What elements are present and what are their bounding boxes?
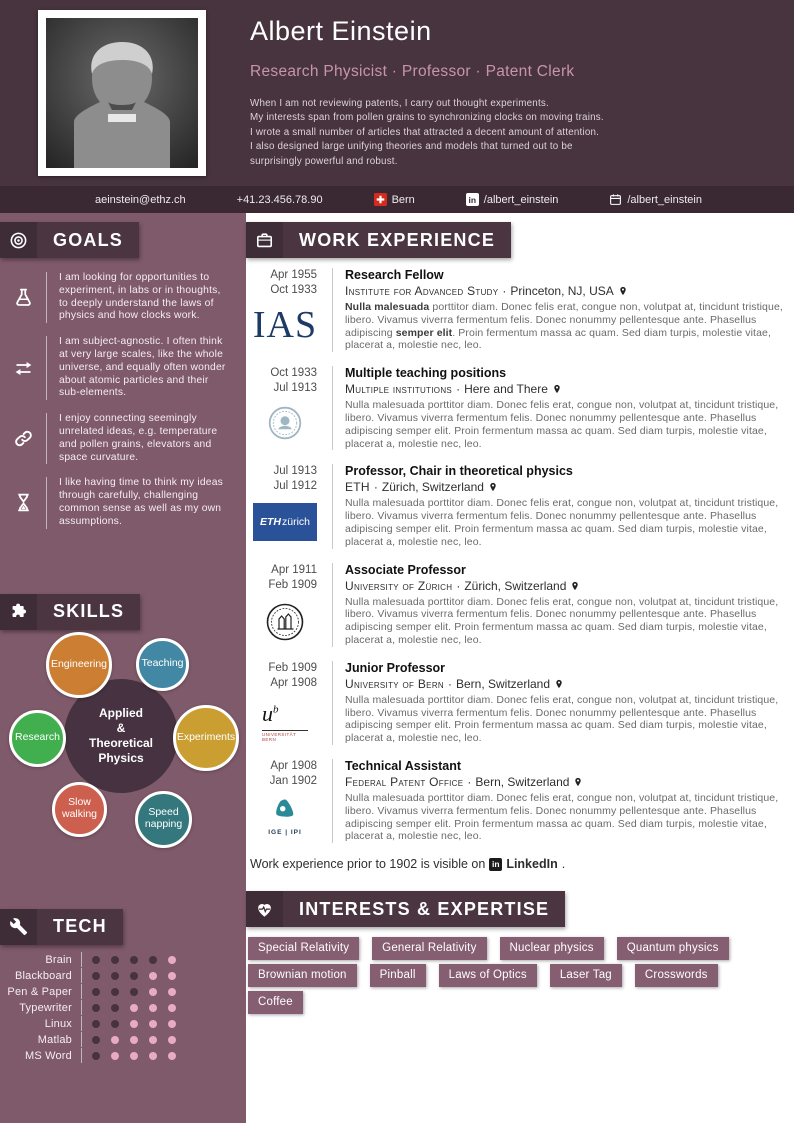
goal-text: I am subject-agnostic. I often think at very large scales, like the whole universe, and equally often wonder about atomic particles and their sub-elements. — [46, 336, 232, 400]
work-entry — [248, 759, 784, 843]
interest-tag: Laser Tag — [550, 964, 622, 987]
skill-center-label: Applied & Theoretical Physics — [88, 705, 154, 765]
summary-line: When I am not reviewing patents, I carry out thought experiments. — [250, 98, 549, 109]
entry-content — [332, 464, 784, 548]
rating-dot-filled — [92, 956, 100, 964]
location-value: Bern — [391, 193, 415, 206]
rating-dot-empty — [168, 1036, 176, 1044]
institution-line: ETH · Zürich, Switzerland — [345, 479, 784, 495]
job-title: Multiple teaching positions — [345, 366, 507, 381]
rating-dot-empty — [168, 956, 176, 964]
logo-university-seal — [248, 405, 332, 441]
interest-tag: Laws of Optics — [439, 964, 537, 987]
sidebar — [0, 213, 246, 1123]
linkedin-icon: in — [489, 858, 502, 871]
date-end: Oct 1933 — [270, 367, 317, 380]
header-text — [250, 16, 770, 169]
location-pin-icon — [554, 678, 564, 690]
goals-title: GOALS — [37, 222, 139, 258]
tech-name: Linux — [44, 1017, 72, 1030]
interest-tag: Special Relativity — [248, 937, 359, 960]
rating-dot-empty — [168, 988, 176, 996]
summary-line: My interests span from pollen grains to synchronizing clocks on moving trains. — [250, 112, 604, 124]
entry-dates — [248, 661, 332, 691]
institution-line: University of Zürich · Zürich, Switzerland — [345, 578, 784, 594]
date-start: Apr 1908 — [270, 676, 317, 689]
tech-name: Brain — [45, 953, 72, 966]
entry-side — [248, 563, 332, 647]
entry-content — [332, 563, 784, 647]
email-value: aeinstein@ethz.ch — [95, 193, 186, 206]
profile-photo — [46, 18, 198, 168]
work-entry — [248, 366, 784, 450]
rating-dot-empty — [168, 1004, 176, 1012]
ige-swirl-icon — [272, 798, 298, 822]
goal-text: I am looking for opportunities to experiment, in labs or in thoughts, to deeply understand the laws of physics and how clocks work. — [46, 272, 232, 323]
rating-dot-empty — [149, 1052, 157, 1060]
goal-item — [0, 336, 232, 400]
goal-item — [0, 272, 232, 323]
tech-rating — [92, 956, 176, 964]
date-start: Jul 1912 — [273, 480, 317, 493]
linkedin-link[interactable]: LinkedIn — [506, 857, 558, 872]
institution-line: University of Bern · Bern, Switzerland — [345, 676, 784, 692]
rating-dot-filled — [111, 1004, 119, 1012]
rating-dot-empty — [130, 1036, 138, 1044]
tech-section-header — [0, 909, 123, 945]
tech-rating — [92, 988, 176, 996]
person-name: Albert Einstein — [250, 16, 432, 46]
rating-dot-empty — [111, 1036, 119, 1044]
contact-calendar[interactable] — [609, 193, 702, 206]
location-pin-icon — [488, 481, 498, 493]
tagline: Research Physicist · Professor · Patent Clerk — [250, 63, 575, 80]
rating-dot-empty — [168, 1020, 176, 1028]
job-title: Research Fellow — [345, 268, 444, 282]
heart-pulse-icon — [246, 891, 283, 927]
interest-tags — [248, 937, 784, 1014]
summary-line: I also designed large unifying theories and models that turned out to be — [250, 141, 573, 153]
date-start: Jan 1902 — [269, 774, 317, 787]
rating-dot-filled — [130, 972, 138, 980]
summary — [250, 97, 770, 169]
entry-content — [332, 759, 784, 843]
job-description: Nulla malesuada porttitor diam. Donec felis erat, congue non, volutpat at, tincidunt tristique, libero. Vivamus viverra fermentum felis. Donec nonummy pellentesque ante. Phasellus adipiscing semper elit. Proin fermentum massa ac quam. Sed diam turpis, molestie vitae, placerat a, molestie nec, leo. — [345, 693, 779, 745]
institution-line: Federal Patent Office · Bern, Switzerland — [345, 774, 784, 790]
entry-side — [248, 661, 332, 745]
job-title: Associate Professor — [345, 562, 466, 577]
rating-dot-filled — [111, 1020, 119, 1028]
work-title: WORK EXPERIENCE — [283, 222, 511, 258]
tech-name: Matlab — [37, 1033, 72, 1046]
tech-rating — [92, 1036, 176, 1044]
institution-line: Multiple institutions · Here and There — [345, 381, 784, 397]
hourglass-icon — [0, 477, 46, 528]
rating-dot-filled — [92, 1052, 100, 1060]
phone-value: +41.23.456.78.90 — [236, 193, 323, 206]
entry-side — [248, 464, 332, 548]
rating-dot-empty — [130, 1020, 138, 1028]
interest-tag: Coffee — [248, 991, 303, 1014]
goal-item — [0, 477, 232, 528]
rating-dot-empty — [168, 1052, 176, 1060]
skills-title: SKILLS — [37, 594, 140, 630]
wrench-icon — [0, 909, 37, 945]
work-entry — [248, 661, 784, 745]
entry-dates — [248, 464, 332, 494]
tech-rating — [92, 1004, 176, 1012]
tech-list — [0, 952, 246, 1064]
divider — [81, 1000, 82, 1015]
interest-tag: Brownian motion — [248, 964, 357, 987]
location-pin-icon — [618, 285, 628, 297]
job-description: Nulla malesuada porttitor diam. Donec felis erat, congue non, volutpat at, tincidunt tristique, libero. Vivamus viverra fermentum felis. Donec nonummy pellentesque ante. Phasellus adipiscing semper elit. Proin fermentum massa ac quam. Sed diam turpis, molestie vitae, placerat a, molestie nec, leo. — [345, 595, 779, 646]
job-title: Junior Professor — [345, 660, 446, 675]
contact-phone[interactable] — [237, 194, 323, 206]
job-description: Nulla malesuada porttitor diam. Donec felis erat, congue non, volutpat at, tincidunt tristique, libero. Vivamus viverra fermentum felis. Donec nonummy pellentesque ante. Phasellus adipiscing semper elit. Proin fermentum massa ac quam. Sed diam turpis, molestie vitae, placerat a, molestie nec, leo. — [345, 497, 779, 548]
skill-bubble: Speed napping — [135, 791, 192, 848]
date-end: Apr 1908 — [270, 759, 317, 772]
profile-photo-frame — [38, 10, 206, 176]
entry-side — [248, 268, 332, 352]
work-section-header — [246, 222, 511, 258]
date-end: Feb 1909 — [268, 661, 317, 674]
location-pin-icon — [573, 776, 583, 788]
summary-line: I wrote a small number of articles that attracted a decent amount of attention. — [250, 126, 600, 138]
tech-row — [0, 1016, 246, 1032]
rating-dot-empty — [130, 1052, 138, 1060]
logo-ias: IAS — [252, 304, 318, 346]
rating-dot-empty — [111, 1052, 119, 1060]
tech-row — [0, 1048, 246, 1064]
rating-dot-filled — [111, 956, 119, 964]
entry-dates — [248, 563, 332, 593]
skill-bubble: Engineering — [46, 632, 112, 698]
skill-bubble: Experiments — [173, 705, 239, 771]
tech-row — [0, 952, 246, 968]
rating-dot-empty — [149, 988, 157, 996]
contact-linkedin[interactable] — [466, 193, 559, 206]
location-pin-icon — [570, 580, 580, 592]
entry-dates — [248, 268, 332, 298]
divider — [81, 984, 82, 999]
interest-tag: Crosswords — [635, 964, 718, 987]
goal-text: I enjoy connecting seemingly unrelated ideas, e.g. temperature and pollen grains, elevators and space curvature. — [46, 413, 232, 464]
tech-rating — [92, 972, 176, 980]
rating-dot-empty — [149, 972, 157, 980]
logo-unibe: $u^b$ UNIVERSITÄT BERN — [248, 700, 332, 742]
location-pin-icon — [552, 383, 562, 395]
uzh-seal-icon — [265, 602, 305, 642]
contact-email[interactable] — [95, 194, 186, 206]
interest-tag: Pinball — [370, 964, 426, 987]
rating-dot-filled — [111, 972, 119, 980]
divider — [81, 968, 82, 983]
date-start: Feb 1909 — [268, 578, 317, 591]
logo-ige-ipi: IGE | IPI — [248, 798, 332, 836]
tech-name: Pen & Paper — [7, 985, 72, 998]
goal-item — [0, 413, 232, 464]
job-description: Nulla malesuada porttitor diam. Donec felis erat, congue non, volutpat at, tincidunt tristique, libero. Vivamus viverra fermentum felis. Donec nonummy pellentesque ante. Phasellus adipiscing semper elit. Proin fermentum massa ac quam. Sed diam turpis, molestie vitae, placerat a, molestie nec, leo. — [345, 791, 779, 843]
date-end: Apr 1955 — [270, 269, 317, 281]
tech-rating — [92, 1052, 176, 1060]
logo-uzh-seal — [248, 602, 332, 642]
rating-dot-empty — [149, 1020, 157, 1028]
calendar-value: /albert_einstein — [627, 193, 702, 206]
date-start: Jul 1913 — [273, 382, 317, 395]
interest-tag: General Relativity — [372, 937, 486, 960]
contact-location — [374, 193, 415, 206]
interests-title: INTERESTS & EXPERTISE — [283, 891, 565, 927]
divider — [81, 952, 82, 967]
rating-dot-filled — [111, 988, 119, 996]
interest-tag: Quantum physics — [617, 937, 729, 960]
skills-section-header — [0, 594, 140, 630]
date-end: Jul 1913 — [273, 465, 317, 478]
work-entry — [248, 268, 784, 352]
interest-tag: Nuclear physics — [500, 937, 604, 960]
tech-title: TECH — [37, 909, 123, 945]
rating-dot-filled — [92, 988, 100, 996]
job-title: Technical Assistant — [345, 758, 462, 773]
tech-name: MS Word — [24, 1049, 72, 1062]
logo-eth: ETH zürich — [248, 503, 332, 541]
tech-name: Blackboard — [14, 969, 72, 982]
divider — [81, 1016, 82, 1031]
rating-dot-empty — [130, 1004, 138, 1012]
job-title: Professor, Chair in theoretical physics — [345, 464, 573, 479]
tech-row — [0, 984, 246, 1000]
job-description: Nulla malesuada porttitor diam. Donec felis erat, congue non, volutpat at, tincidunt tristique, libero. Vivamus viverra fermentum felis. Donec nonummy pellentesque ante. Phasellus adipiscing semper elit. Proin fermentum massa ac quam. Sed diam turpis, molestie vitae, placerat a, molestie nec, leo. — [345, 399, 779, 450]
link-icon — [0, 413, 46, 464]
skill-bubble: Teaching — [136, 638, 189, 691]
rating-dot-filled — [130, 956, 138, 964]
target-icon — [0, 222, 37, 258]
calendar-icon — [609, 193, 622, 206]
job-description: Nulla malesuada porttitor diam. Donec felis erat, congue non, volutpat at, tincidunt tristique, libero. Vivamus viverra fermentum felis. Donec nonummy pellentesque ante. Phasellus adipiscing semper elit. Proin fermentum massa ac quam. Sed diam turpis, molestie vitae, placerat a, molestie nec, leo. — [345, 301, 783, 352]
summary-line: surprisingly powerful and robust. — [250, 155, 398, 167]
tech-rating — [92, 1020, 176, 1028]
rating-dot-empty — [149, 1036, 157, 1044]
swiss-flag-icon — [374, 193, 387, 206]
interests-section-header — [246, 891, 565, 927]
work-note: Work experience prior to 1902 is visible on in LinkedIn . — [250, 857, 566, 872]
entry-dates — [248, 366, 332, 396]
entry-content — [332, 366, 784, 450]
date-end: Apr 1911 — [271, 563, 317, 576]
humboldt-seal-icon — [267, 405, 303, 441]
flask-icon — [0, 272, 46, 323]
portrait-placeholder — [46, 18, 198, 168]
main-column — [246, 213, 794, 1123]
tech-row — [0, 968, 246, 984]
header — [0, 0, 794, 186]
rating-dot-filled — [130, 988, 138, 996]
entry-content — [332, 661, 784, 745]
rating-dot-empty — [149, 1004, 157, 1012]
rating-dot-empty — [168, 972, 176, 980]
date-start: Oct 1933 — [270, 284, 317, 296]
entry-side — [248, 759, 332, 843]
work-entry — [248, 464, 784, 548]
rating-dot-filled — [92, 1020, 100, 1028]
work-entries — [246, 268, 794, 843]
entry-side — [248, 366, 332, 450]
contact-bar — [0, 186, 794, 213]
divider — [81, 1032, 82, 1047]
goal-text: I like having time to think my ideas through carefully, challenging common sense as well as my own assumptions. — [46, 477, 232, 528]
skill-bubble: Slow walking — [52, 782, 107, 837]
tech-name: Typewriter — [19, 1001, 72, 1014]
goals-section-header — [0, 222, 139, 258]
rating-dot-filled — [92, 972, 100, 980]
entry-content — [332, 268, 784, 352]
tech-row — [0, 1032, 246, 1048]
linkedin-icon: in — [466, 193, 479, 206]
swap-arrows-icon — [0, 336, 46, 400]
rating-dot-filled — [92, 1036, 100, 1044]
divider — [81, 1048, 82, 1063]
briefcase-icon — [246, 222, 283, 258]
linkedin-value: /albert_einstein — [483, 193, 559, 206]
skills-bubble-chart — [0, 632, 246, 848]
institution-line: Institute for Advanced Study · Princeton, NJ, USA — [345, 283, 784, 299]
rating-dot-filled — [149, 956, 157, 964]
work-entry — [248, 563, 784, 647]
skill-bubble: Research — [9, 710, 66, 767]
puzzle-icon — [0, 594, 37, 630]
tech-row — [0, 1000, 246, 1016]
rating-dot-filled — [92, 1004, 100, 1012]
entry-dates — [248, 759, 332, 789]
